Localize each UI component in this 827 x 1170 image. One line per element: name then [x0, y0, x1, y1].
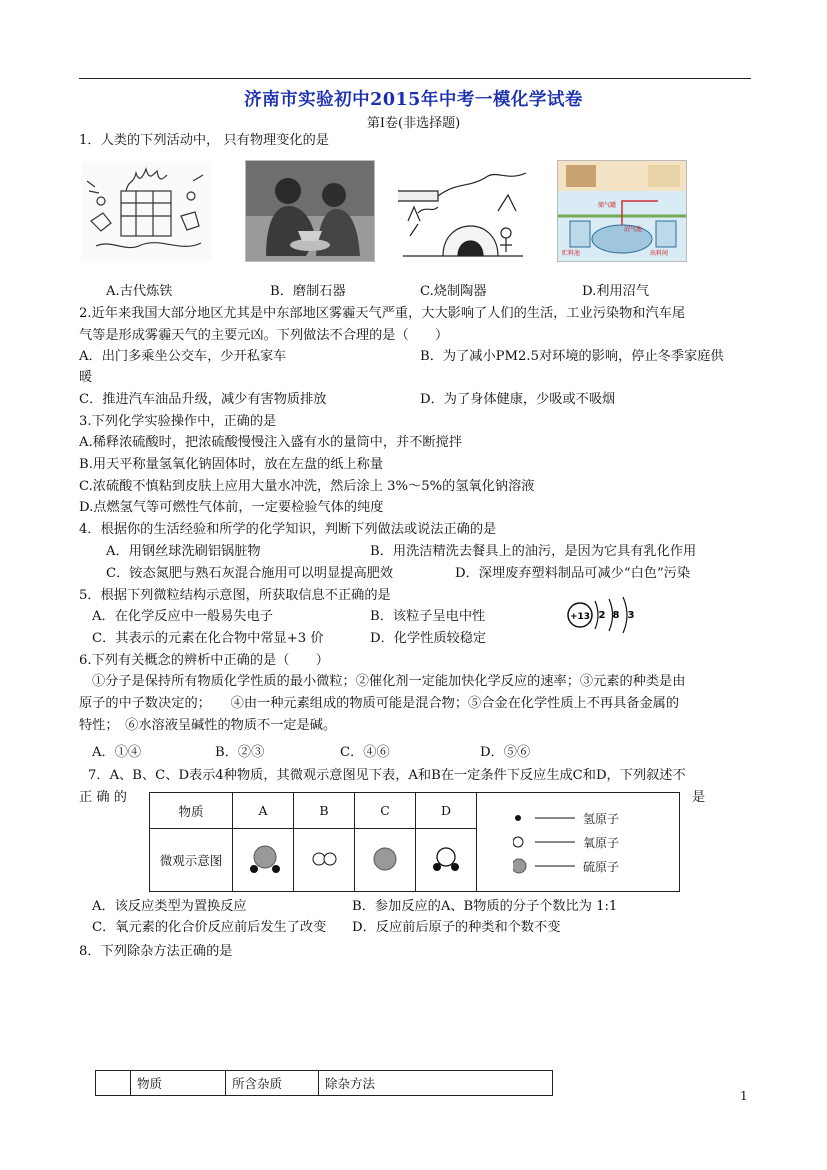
header-rule	[79, 78, 751, 79]
q3-option-c: C.浓硫酸不慎粘到皮肤上应用大量水冲洗，然后涂上 3%～5%的氢氧化钠溶液	[79, 479, 535, 494]
q7-legend-oxygen-label: 氧原子	[583, 835, 620, 850]
q1-option-c: C.烧制陶器	[420, 284, 487, 299]
q8-stem: 8．下列除杂方法正确的是	[79, 944, 233, 959]
biogas-label-outlet: 出料间	[650, 250, 669, 257]
h2s-molecule-icon	[243, 842, 283, 876]
q7-row-label: 微观示意图	[150, 829, 233, 892]
biogas-label-tank: 储气罐	[598, 202, 617, 209]
q6-body-line1: ①分子是保持所有物质化学性质的最小微粒；②催化剂一定能加快化学反应的速率；③元素的种类是由	[92, 674, 686, 689]
q1-option-b: B．磨制石器	[270, 284, 346, 299]
q7-header-substance: 物质	[150, 793, 233, 829]
q2-option-c: C．推进汽车油品升级，减少有害物质排放	[79, 392, 327, 407]
q8-header-method: 除杂方法	[319, 1071, 553, 1096]
q5-atom-structure-diagram	[565, 595, 645, 635]
q4-option-d: D．深埋废弃塑料制品可减少“白色”污染	[455, 566, 691, 581]
q7-stem-left: 正 确 的	[79, 790, 127, 805]
q1-option-d: D.利用沼气	[582, 284, 650, 299]
q7-header-c: C	[355, 793, 416, 829]
hydrogen-atom-icon	[513, 812, 583, 824]
q1-image-pottery-kiln	[397, 160, 527, 262]
q6-body-line2: 原子的中子数决定的； ④由一种元素组成的物质可能是混合物；⑤合金在化学性质上不再具备金属的	[79, 696, 680, 711]
q5-option-a: A．在化学反应中一般易失电子	[92, 609, 273, 624]
q6-option-d: D．⑤⑥	[480, 745, 531, 760]
q6-stem: 6.下列有关概念的辨析中正确的是（ ）	[79, 653, 329, 668]
q7-option-a: A．该反应类型为置换反应	[92, 899, 247, 914]
q5-option-d: D．化学性质较稳定	[370, 631, 487, 646]
q7-legend-oxygen	[513, 830, 679, 854]
q5-stem: 5．根据下列微粒结构示意图，所获取信息不正确的是	[79, 588, 391, 603]
s-atom-molecule-icon	[365, 844, 405, 874]
q2-stem-line1: 2.近年来我国大部分地区尤其是中东部地区雾霾天气严重，大大影响了人们的生活，工业污染物和汽车尾	[79, 306, 686, 321]
q7-molecule-c	[355, 829, 416, 892]
q2-stem-line2: 气等是形成雾霾天气的主要元凶。下列做法不合理的是（ ）	[79, 328, 449, 343]
q6-option-b: B．②③	[215, 745, 265, 760]
q5-nucleus-charge: +13	[569, 612, 591, 622]
q7-molecule-b	[294, 829, 355, 892]
h2o-molecule-icon	[426, 842, 466, 876]
q7-option-b: B．参加反应的A、B物质的分子个数比为 1:1	[352, 899, 618, 914]
q7-legend	[477, 793, 680, 892]
q8-header-impurity: 所含杂质	[226, 1071, 319, 1096]
biogas-label-digester: 沼气池	[624, 226, 643, 233]
q5-option-b: B．该粒子呈电中性	[370, 609, 486, 624]
page-title: 济南市实验初中2015年中考一模化学试卷	[244, 90, 583, 110]
q4-stem: 4．根据你的生活经验和所学的化学知识，判断下列做法或说法正确的是	[79, 522, 497, 537]
q6-option-c: C．④⑥	[340, 745, 390, 760]
q7-legend-sulfur-label: 硫原子	[583, 859, 620, 874]
q1-option-a: A.古代炼铁	[106, 284, 173, 299]
q5-option-c: C．其表示的元素在化合物中常显+3 价	[92, 631, 324, 646]
oxygen-atom-icon	[513, 835, 583, 849]
section-subtitle: 第Ⅰ卷(非选择题)	[366, 116, 461, 131]
q4-option-a: A．用钢丝球洗刷铝锅脏物	[106, 544, 261, 559]
q3-stem: 3.下列化学实验操作中，正确的是	[79, 414, 277, 429]
q2-option-b-line2: 暖	[79, 370, 93, 385]
q5-shell-1: 2	[598, 610, 606, 621]
q6-body-line3: 特性； ⑥水溶液呈碱性的物质不一定是碱。	[79, 718, 337, 733]
page-number: 1	[740, 1089, 748, 1103]
q7-stem-right: 是	[692, 790, 706, 805]
q7-molecule-d	[416, 829, 477, 892]
q8-header-substance: 物质	[131, 1071, 226, 1096]
q7-header-b: B	[294, 793, 355, 829]
q7-molecule-a	[233, 829, 294, 892]
q8-header-index	[96, 1071, 131, 1096]
q1-image-biogas	[557, 160, 687, 262]
q2-option-b-line1: B．为了减小PM2.5对环境的影响，停止冬季家庭供	[420, 349, 724, 364]
q3-option-a: A.稀释浓硫酸时，把浓硫酸慢慢注入盛有水的量筒中，并不断搅拌	[79, 435, 462, 450]
q7-legend-sulfur	[513, 854, 679, 878]
q6-option-a: A．①④	[92, 745, 142, 760]
q1-stem: 1．人类的下列活动中， 只有物理变化的是	[79, 133, 329, 148]
sulfur-atom-icon	[513, 858, 583, 874]
q3-option-d: D.点燃氢气等可燃性气体前，一定要检验气体的纯度	[79, 500, 384, 515]
q7-stem-line1: 7．A、B、C、D表示4种物质，其微观示意图见下表，A和B在一定条件下反应生成C和D，下列叙述不	[88, 768, 686, 783]
q5-shell-2: 8	[612, 610, 620, 621]
q4-option-c: C．铵态氮肥与熟石灰混合施用可以明显提高肥效	[106, 566, 394, 581]
q7-legend-hydrogen	[513, 806, 679, 830]
q7-molecule-table	[149, 792, 680, 892]
q2-option-d: D．为了身体健康，少吸或不吸烟	[420, 392, 616, 407]
q7-option-c: C．氧元素的化合价反应前后发生了改变	[92, 920, 327, 935]
o2-molecule-icon	[304, 849, 344, 869]
q8-table	[95, 1070, 553, 1096]
q1-image-stone-grinding	[245, 160, 375, 262]
q1-image-ancient-iron-smelting	[80, 160, 213, 262]
q7-legend-hydrogen-label: 氢原子	[583, 811, 620, 826]
q4-option-b: B．用洗洁精洗去餐具上的油污，是因为它具有乳化作用	[370, 544, 697, 559]
q7-option-d: D．反应前后原子的种类和个数不变	[352, 920, 561, 935]
q5-shell-3: 3	[627, 610, 635, 621]
q3-option-b: B.用天平称量氢氧化钠固体时，放在左盘的纸上称量	[79, 457, 384, 472]
q7-header-a: A	[233, 793, 294, 829]
q2-option-a: A．出门多乘坐公交车，少开私家车	[79, 349, 287, 364]
biogas-label-feed: 贮料池	[562, 250, 581, 257]
q7-header-d: D	[416, 793, 477, 829]
